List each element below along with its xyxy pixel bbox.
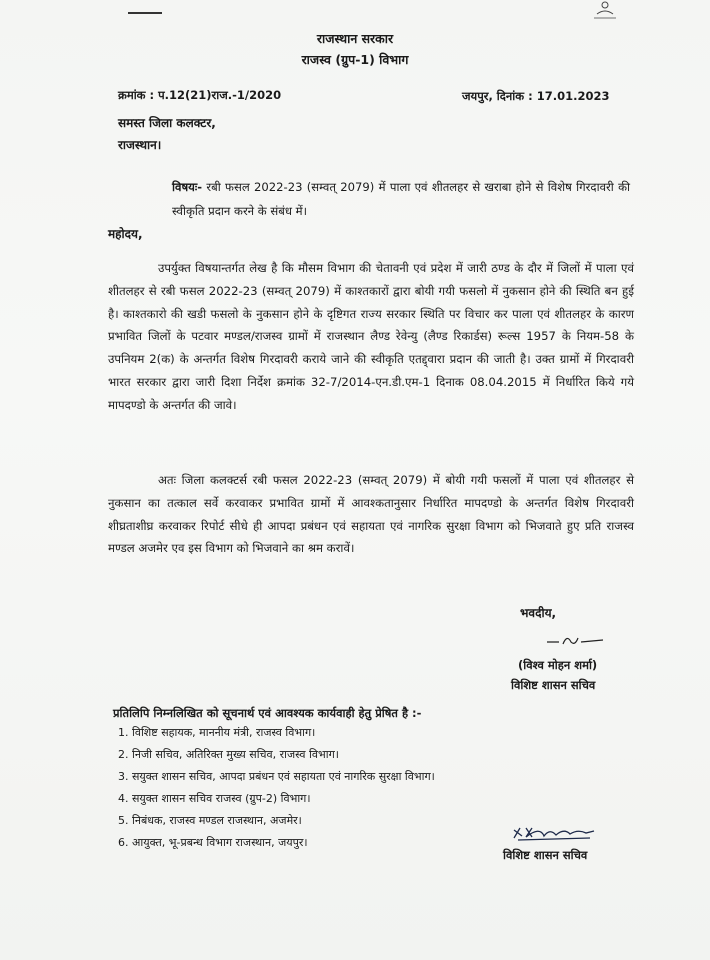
list-item: 3. सयुक्त शासन सचिव, आपदा प्रबंधन एवं सहायता एवं नागरिक सुरक्षा विभाग। (118, 770, 435, 783)
subject-text: रबी फसल 2022-23 (सम्वत् 2079) में पाला एवं शीतलहर से खराबा होने से विशेष गिरदावरी की स्वीकृति प्रदान करने के संबंध में। (172, 180, 630, 218)
second-signature-mark (510, 822, 600, 844)
letter-date: जयपुर, दिनांक : 17.01.2023 (462, 89, 610, 103)
subject-block (172, 175, 630, 223)
recipient-line-2: राजस्थान। (118, 138, 162, 152)
list-item: 4. सयुक्त शासन सचिव राजस्व (ग्रुप-2) विभाग। (118, 792, 311, 805)
copy-to-heading: प्रतिलिपि निम्नलिखित को सूचनार्थ एवं आवश्यक कार्यवाही हेतु प्रेषित है :- (113, 706, 422, 720)
signatory-designation: विशिष्ट शासन सचिव (511, 678, 596, 692)
emblem-mark-left (128, 2, 162, 14)
list-item: 1. विशिष्ट सहायक, माननीय मंत्री, राजस्व विभाग। (118, 726, 316, 739)
emblem-icon (580, 0, 630, 22)
list-item: 6. आयुक्त, भू-प्रबन्ध विभाग राजस्थान, जयपुर। (118, 836, 308, 849)
salutation: महोदय, (108, 227, 143, 241)
body-paragraph-1: उपर्युक्त विषयान्तर्गत लेख है कि मौसम विभाग की चेतावनी एवं प्रदेश में जारी ठण्ड के दौर में जिलों में पाला एवं शीतलहर से रबी फसल 2022-23 (सम्वत् 2079) में काश्तकारों द्वारा बोयी गयी फसलो में नुकसान होने की स्थिति बन हुई है। काश्तकारो की खडी फसलो के नुकसान होने के दृष्टिगत राज्य सरकार स्थिति पर विचार कर पाला एवं शीतलहर के कारण प्रभावित जिलों के पटवार मण्डल/राजस्व ग्रामों में राजस्थान लैण्ड रेवेन्यु (लैण्ड रिकार्डस) रूल्स 1957 के नियम-58 के उपनियम 2(क) के अन्तर्गत विशेष गिरदावरी कराये जाने की स्वीकृति एतद्द्वारा प्रदान की जाती है। उक्त ग्रामों में गिरदावरी भारत सरकार द्वारा जारी दिशा निर्देश क्रमांक 32-7/2014-एन.डी.एम-1 दिनाक 08.04.2015 में निर्धारित किये गये मापदण्डो के अन्तर्गत की जावे। (108, 261, 634, 412)
recipient-line-1: समस्त जिला कलक्टर, (118, 116, 216, 130)
signatory-name: (विश्व मोहन शर्मा) (518, 658, 598, 672)
reference-number: क्रमांक : प.12(21)राज.-1/2020 (118, 88, 282, 102)
signature-mark (545, 630, 605, 650)
body-paragraph-2: अतः जिला कलक्टर्स रबी फसल 2022-23 (सम्वत् 2079) में बोयी गयी फसलों में पाला एवं शीतलहर से नुकसान का तत्काल सर्वे करवाकर प्रभावित ग्रामों में आवश्कतानुसार निर्धारित मापदण्डो के अन्तर्गत विशेष गिरदावरी शीघ्रताशीघ्र करवाकर रिपोर्ट सीधे ही आपदा प्रबंधन एवं सहायता एवं नागरिक सुरक्षा विभाग को भिजवाते हुए प्रति राजस्व मण्डल अजमेर एव इस विभाग को भिजवाने का श्रम करावें। (108, 473, 634, 556)
department-name: राजस्व (ग्रुप-1) विभाग (301, 52, 409, 67)
list-item: 2. निजी सचिव, अतिरिक्त मुख्य सचिव, राजस्व विभाग। (118, 748, 339, 761)
copy-signatory-designation: विशिष्ट शासन सचिव (503, 848, 588, 862)
copy-to-list (118, 722, 435, 854)
list-item: 5. निबंधक, राजस्व मण्डल राजस्थान, अजमेर। (118, 814, 302, 827)
government-name: राजस्थान सरकार (316, 31, 394, 46)
closing-phrase: भवदीय, (520, 606, 557, 620)
subject-label: विषयः- (172, 180, 203, 194)
